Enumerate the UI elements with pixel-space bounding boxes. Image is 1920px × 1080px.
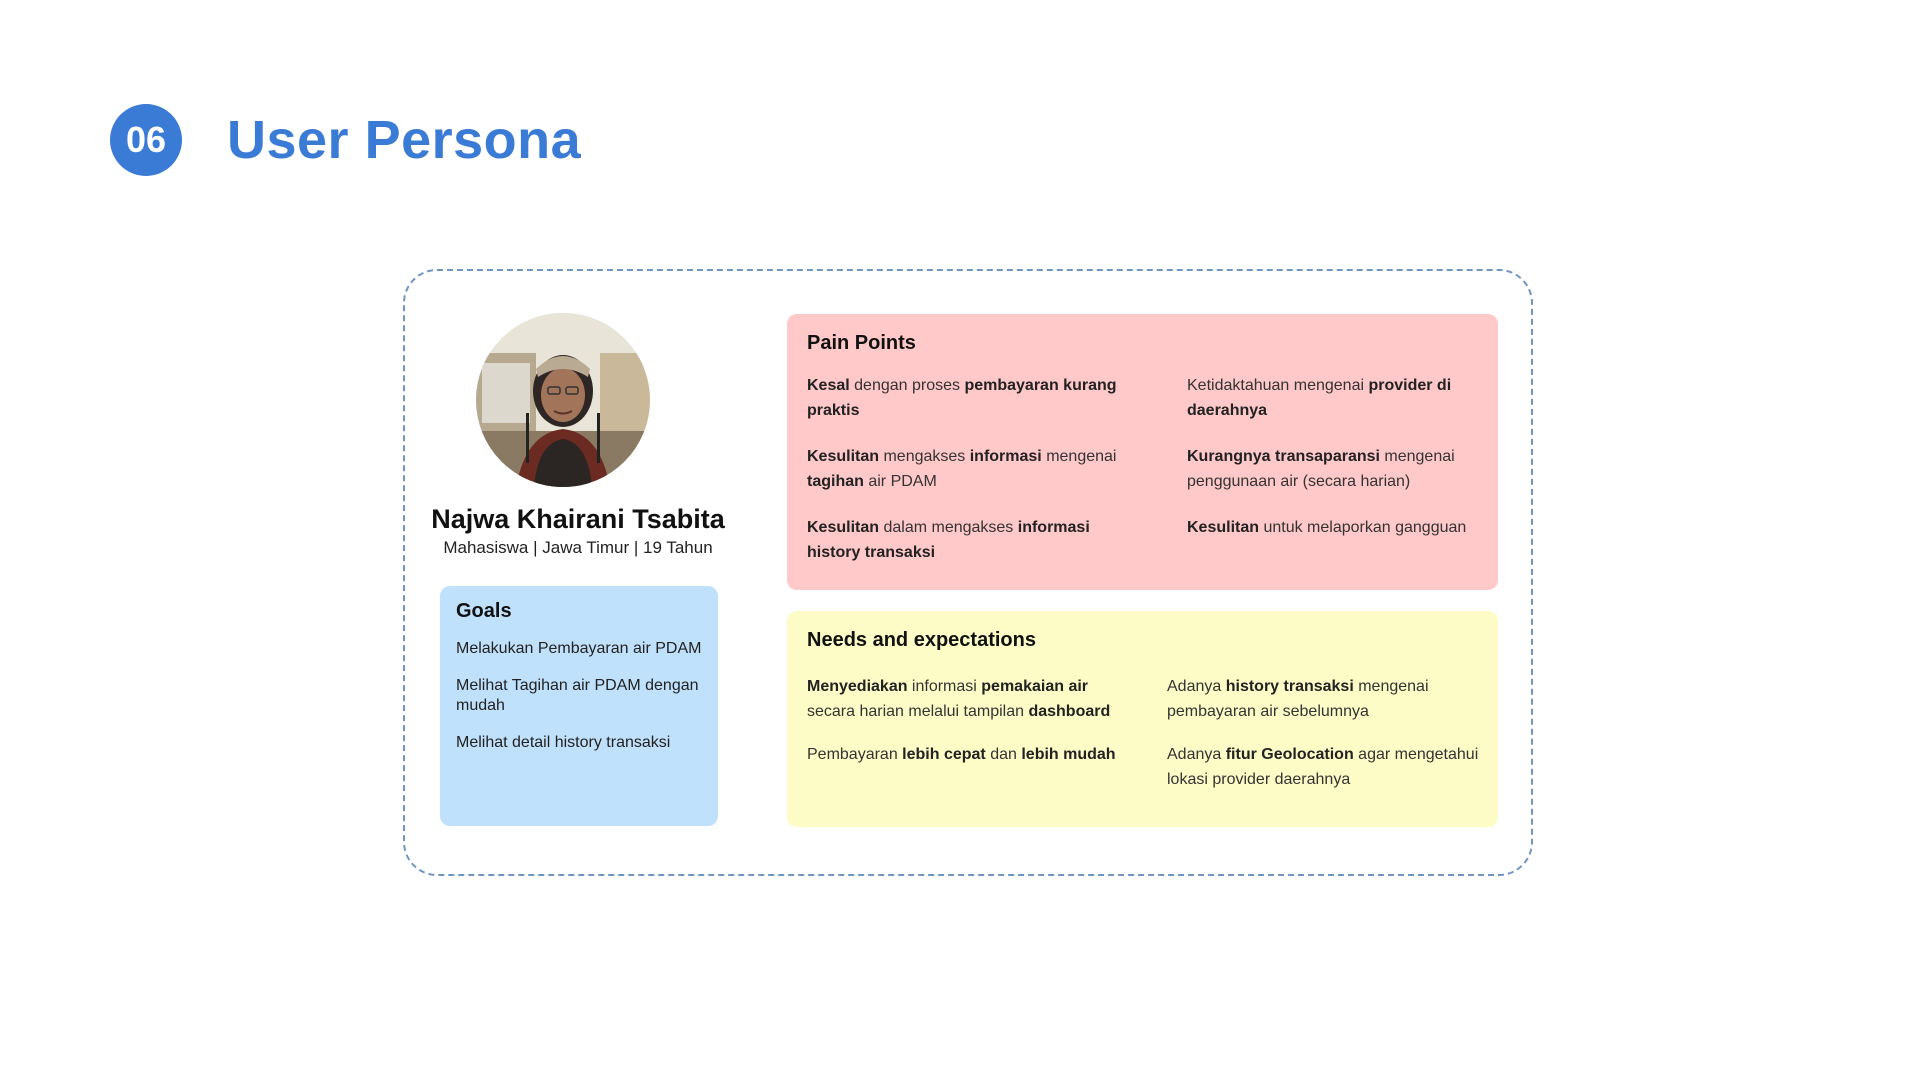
pain-point-item: Kesulitan mengakses informasi mengenai tagihan air PDAM (807, 448, 1117, 490)
pain-point-item: Kesulitan untuk melaporkan gangguan (1187, 519, 1467, 536)
pain-points-title: Pain Points (807, 332, 916, 354)
goal-item: Melihat detail history transaksi (456, 734, 671, 751)
pain-point-item: Kesal dengan proses pembayaran kurang praktis (807, 377, 1117, 419)
pain-points-list (807, 373, 1478, 565)
need-item: Menyediakan informasi pemakaian air secara harian melalui tampilan dashboard (807, 678, 1111, 720)
goal-item: Melakukan Pembayaran air PDAM (456, 640, 702, 657)
needs-card (787, 611, 1498, 827)
need-item: Adanya fitur Geolocation agar mengetahui lokasi provider daerahnya (1167, 746, 1479, 788)
section-number-badge: 06 (110, 104, 182, 176)
need-item: Pembayaran lebih cepat dan lebih mudah (807, 746, 1116, 763)
goals-card (440, 586, 718, 826)
persona-details: Mahasiswa | Jawa Timur | 19 Tahun (443, 538, 713, 557)
needs-title: Needs and expectations (807, 629, 1036, 651)
pain-point-item: Kesulitan dalam mengakses informasi history transaksi (807, 519, 1090, 561)
persona-photo (476, 313, 650, 487)
need-item: Adanya history transaksi mengenai pembayaran air sebelumnya (1167, 678, 1429, 720)
page-title: User Persona (227, 110, 582, 170)
pain-point-item: Kurangnya transaparansi mengenai penggunaan air (secara harian) (1187, 448, 1455, 490)
persona-name: Najwa Khairani Tsabita (431, 504, 725, 534)
goal-item: Melihat Tagihan air PDAM dengan mudah (456, 677, 699, 714)
pain-point-item: Ketidaktahuan mengenai provider di daerahnya (1187, 377, 1452, 419)
needs-list (807, 674, 1478, 792)
pain-points-card (787, 314, 1498, 590)
goals-title: Goals (456, 600, 512, 622)
goals-list (456, 639, 702, 753)
